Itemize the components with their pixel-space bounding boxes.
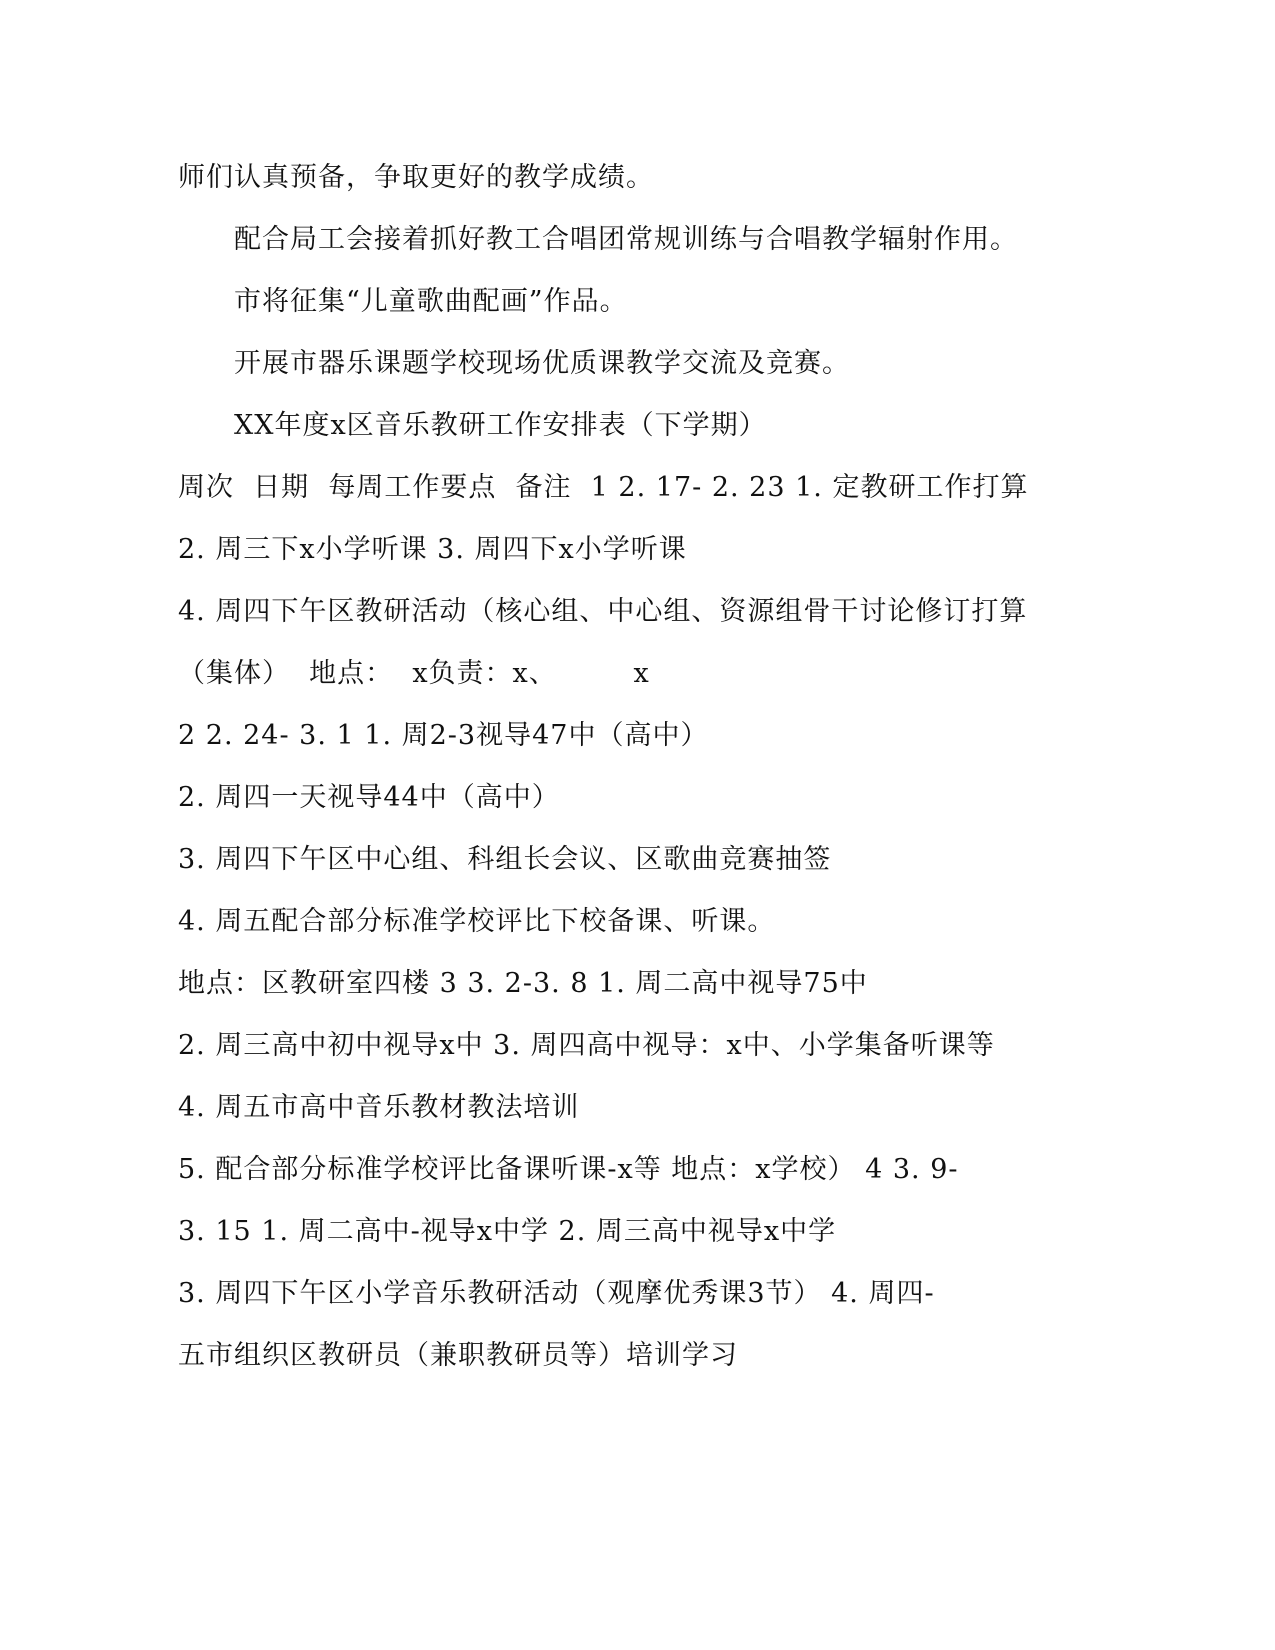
schedule-text-line: 周次 日期 每周工作要点 备注 1 2. 17- 2. 23 1. 定教研工作打算 xyxy=(178,472,1029,503)
schedule-text-line: 4. 周五市高中音乐教材教法培训 xyxy=(178,1092,580,1123)
schedule-text-line: 3. 周四下午区小学音乐教研活动（观摩优秀课3节） 4. 周四- xyxy=(178,1278,935,1309)
schedule-text-line: 3. 周四下午区中心组、科组长会议、区歌曲竞赛抽签 xyxy=(178,844,832,875)
schedule-text-line: 4. 周四下午区教研活动（核心组、中心组、资源组骨干讨论修订打算 xyxy=(178,596,1028,627)
schedule-text-line: 2. 周四一天视导44中（高中） xyxy=(178,782,560,813)
paragraph-text-line: 市将征集“儿童歌曲配画”作品。 xyxy=(234,286,628,317)
schedule-text-line: 5. 配合部分标准学校评比备课听课-x等 地点：x学校） 4 3. 9- xyxy=(178,1154,959,1185)
schedule-text-line: 五市组织区教研员（兼职教研员等）培训学习 xyxy=(178,1340,738,1371)
paragraph-text-line: 师们认真预备，争取更好的教学成绩。 xyxy=(178,162,654,193)
schedule-text-line: 2. 周三下x小学听课 3. 周四下x小学听课 xyxy=(178,534,687,565)
schedule-text-line: 地点：区教研室四楼 3 3. 2-3. 8 1. 周二高中视导75中 xyxy=(178,968,868,999)
schedule-text-line: 2 2. 24- 3. 1 1. 周2-3视导47中（高中） xyxy=(178,720,709,751)
schedule-title: XX年度x区音乐教研工作安排表（下学期） xyxy=(234,410,767,441)
paragraph-text-line: 配合局工会接着抓好教工合唱团常规训练与合唱教学辐射作用。 xyxy=(234,224,1018,255)
schedule-text-line: 4. 周五配合部分标准学校评比下校备课、听课。 xyxy=(178,906,776,937)
schedule-text-line: 3. 15 1. 周二高中-视导x中学 2. 周三高中视导x中学 xyxy=(178,1216,837,1247)
paragraph-text-line: 开展市器乐课题学校现场优质课教学交流及竞赛。 xyxy=(234,348,850,379)
schedule-text-line: 2. 周三高中初中视导x中 3. 周四高中视导：x中、小学集备听课等 xyxy=(178,1030,995,1061)
schedule-text-line: （集体） 地点： x负责：x、 x xyxy=(178,658,650,689)
